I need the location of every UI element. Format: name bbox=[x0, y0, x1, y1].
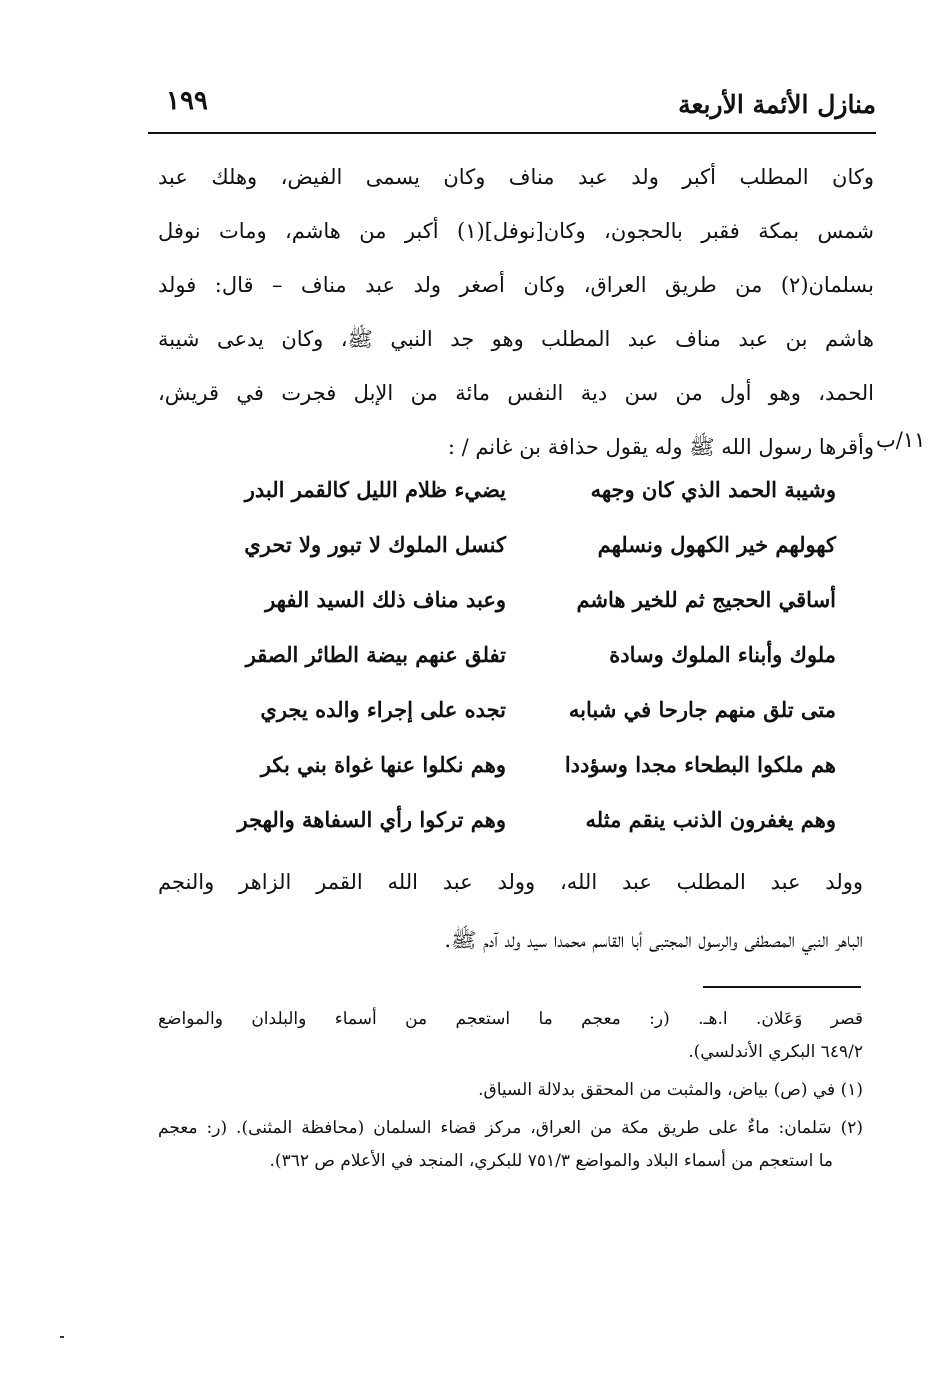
verse-second-hemistich: كنسل الملوك لا تبور ولا تحري bbox=[244, 532, 506, 557]
footnote-line: (١) في (ص) بياض، والمثبت من المحقق بدلالة السياق. bbox=[478, 1080, 863, 1100]
text-line: وكان المطلب أكبر ولد عبد مناف وكان يسمى الفيض، وهلك عبد bbox=[158, 165, 874, 189]
verse-second-hemistich: تجده على إجراء والده يجري bbox=[260, 697, 506, 722]
poem-verse bbox=[186, 517, 836, 572]
footnote-continuation bbox=[158, 1003, 863, 1069]
page-header bbox=[148, 82, 876, 134]
verse-first-hemistich: ملوك وأبناء الملوك وسادة bbox=[609, 642, 836, 667]
verse-first-hemistich: وشيبة الحمد الذي كان وجهه bbox=[590, 477, 836, 502]
verse-second-hemistich: يضيء ظلام الليل كالقمر البدر bbox=[244, 477, 506, 502]
verse-second-hemistich: وهم تركوا رأي السفاهة والهجر bbox=[237, 807, 506, 832]
poem-verse bbox=[186, 572, 836, 627]
poem-verse bbox=[186, 462, 836, 517]
footnote-1 bbox=[158, 1074, 863, 1107]
verse-first-hemistich: هم ملكوا البطحاء مجدا وسؤددا bbox=[564, 752, 836, 777]
footnote-line: ما استعجم من أسماء البلاد والمواضع ٧٥١/٣ للبكري، المنجد في الأعلام ص ٣٦٢). bbox=[269, 1151, 833, 1171]
footnote-2 bbox=[158, 1112, 863, 1178]
footnote-line: ٦٤٩/٢ البكري الأندلسي). bbox=[688, 1042, 863, 1062]
page-number: ١٩٩ bbox=[166, 86, 208, 116]
verse-second-hemistich: تفلق عنهم بيضة الطائر الصقر bbox=[245, 642, 506, 667]
closing-paragraph bbox=[158, 853, 863, 969]
text-line: شمس بمكة فقبر بالحجون، وكان[نوفل](١) أكبر من هاشم، ومات نوفل bbox=[158, 219, 874, 243]
running-title: منازل الأئمة الأربعة bbox=[678, 90, 876, 119]
text-line: وأقرها رسول الله ﷺ وله يقول حذافة بن غانم / : bbox=[447, 435, 874, 459]
poem-verse bbox=[186, 682, 836, 737]
text-line: الحمد، وهو أول من سن دية النفس مائة من الإبل فجرت في قريش، bbox=[158, 381, 874, 405]
verse-second-hemistich: وهم نكلوا عنها غواة بني بكر bbox=[260, 752, 506, 777]
poem-verse bbox=[186, 627, 836, 682]
text-line: الباهر النبي المصطفى والرسول المجتبى أبا القاسم محمدا سيد ولد آدم ﷺ. bbox=[444, 928, 863, 952]
footnotes bbox=[158, 1003, 863, 1183]
verse-first-hemistich: كهولهم خير الكهول ونسلهم bbox=[597, 532, 836, 557]
manuscript-folio-marker: ١١/ب bbox=[876, 428, 926, 452]
poem bbox=[186, 462, 836, 847]
footnote-line: (٢) سَلمان: ماءٌ على طريق مكة من العراق، مركز قضاء السلمان (محافظة المثنى). (ر: معجم bbox=[158, 1118, 863, 1138]
footnote-separator bbox=[703, 986, 861, 988]
text-line: هاشم بن عبد مناف عبد المطلب وهو جد النبي ﷺ، وكان يدعى شيبة bbox=[158, 327, 874, 351]
verse-second-hemistich: وعبد مناف ذلك السيد الفهر bbox=[265, 587, 506, 612]
footnote-line: قصر وَعَلان. ا.هـ. (ر: معجم ما استعجم من أسماء والبلدان والمواضع bbox=[158, 1009, 863, 1029]
text-line: بسلمان(٢) من طريق العراق، وكان أصغر ولد عبد مناف – قال: فولد bbox=[158, 273, 874, 297]
verse-first-hemistich: أساقي الحجيج ثم للخير هاشم bbox=[576, 587, 836, 612]
verse-first-hemistich: متى تلق منهم جارحا في شبابه bbox=[568, 697, 836, 722]
scan-speck bbox=[60, 1336, 64, 1338]
poem-verse bbox=[186, 737, 836, 792]
poem-verse bbox=[186, 792, 836, 847]
text-line: وولد عبد المطلب عبد الله، وولد عبد الله القمر الزاهر والنجم bbox=[158, 870, 863, 894]
main-paragraph bbox=[158, 150, 874, 474]
verse-first-hemistich: وهم يغفرون الذنب ينقم مثله bbox=[585, 807, 836, 832]
